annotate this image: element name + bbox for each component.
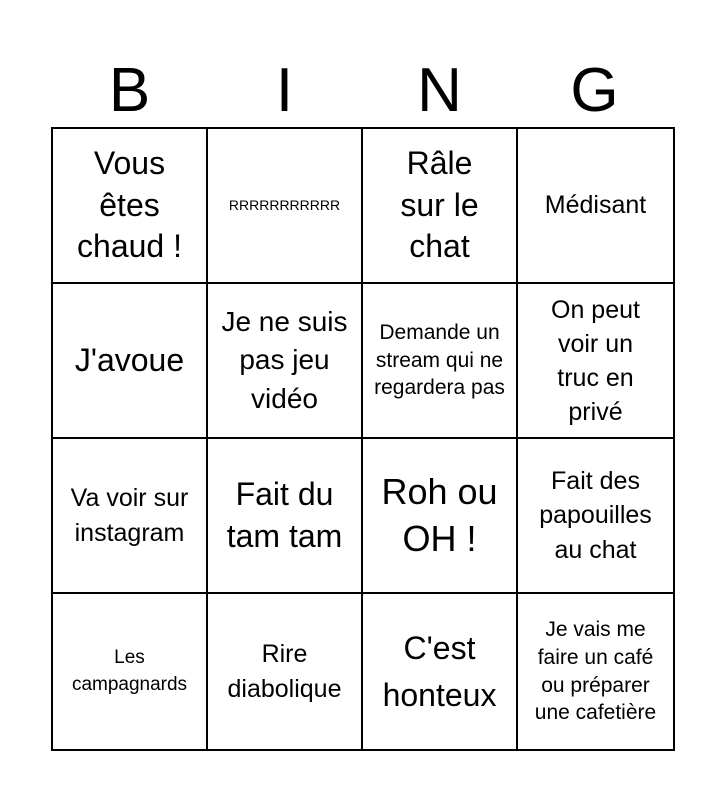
cell-text: J'avoue [74, 341, 185, 378]
bingo-cell[interactable] [53, 594, 208, 749]
cell-text: Médisant [544, 191, 647, 220]
bingo-board [51, 127, 675, 751]
cell-text: On peut voir un truc en privé [551, 295, 640, 426]
bingo-cell[interactable] [363, 594, 518, 749]
bingo-cell[interactable] [518, 594, 673, 749]
bingo-header [52, 56, 672, 126]
bingo-cell[interactable] [518, 129, 673, 284]
cell-text: Fait du tam tam [226, 475, 343, 554]
bingo-cell[interactable] [518, 284, 673, 439]
bingo-cell[interactable] [208, 284, 363, 439]
header-letter-b: B [108, 56, 151, 125]
cell-text: Vous êtes chaud ! [77, 145, 182, 265]
bingo-cell[interactable] [53, 129, 208, 284]
cell-text: Fait des papouilles au chat [539, 466, 652, 564]
bingo-cell[interactable] [363, 129, 518, 284]
cell-text: Demande un stream qui ne regardera pas [374, 320, 505, 400]
cell-text: Rire diabolique [227, 640, 342, 703]
cell-text: C'est honteux [382, 630, 497, 713]
bingo-cell[interactable] [363, 284, 518, 439]
cell-text: Roh ou OH ! [381, 470, 498, 559]
bingo-cell[interactable] [518, 439, 673, 594]
cell-text: Je vais me faire un café ou préparer une cafetière [534, 618, 657, 725]
bingo-cell[interactable] [208, 439, 363, 594]
header-letter-g: G [570, 56, 619, 125]
cell-text: Je ne suis pas jeu vidéo [221, 305, 348, 414]
header-letter-n: N [417, 56, 462, 125]
bingo-cell[interactable] [208, 129, 363, 284]
bingo-cell[interactable] [363, 439, 518, 594]
cell-text: Les campagnards [71, 646, 188, 695]
cell-text: Va voir sur instagram [70, 484, 189, 547]
bingo-cell[interactable] [53, 284, 208, 439]
cell-text: RRRRRRRRRRR [228, 197, 341, 214]
cell-text: Râle sur le chat [400, 145, 479, 265]
bingo-cell[interactable] [53, 439, 208, 594]
header-letter-i: I [275, 56, 294, 125]
bingo-cell[interactable] [208, 594, 363, 749]
